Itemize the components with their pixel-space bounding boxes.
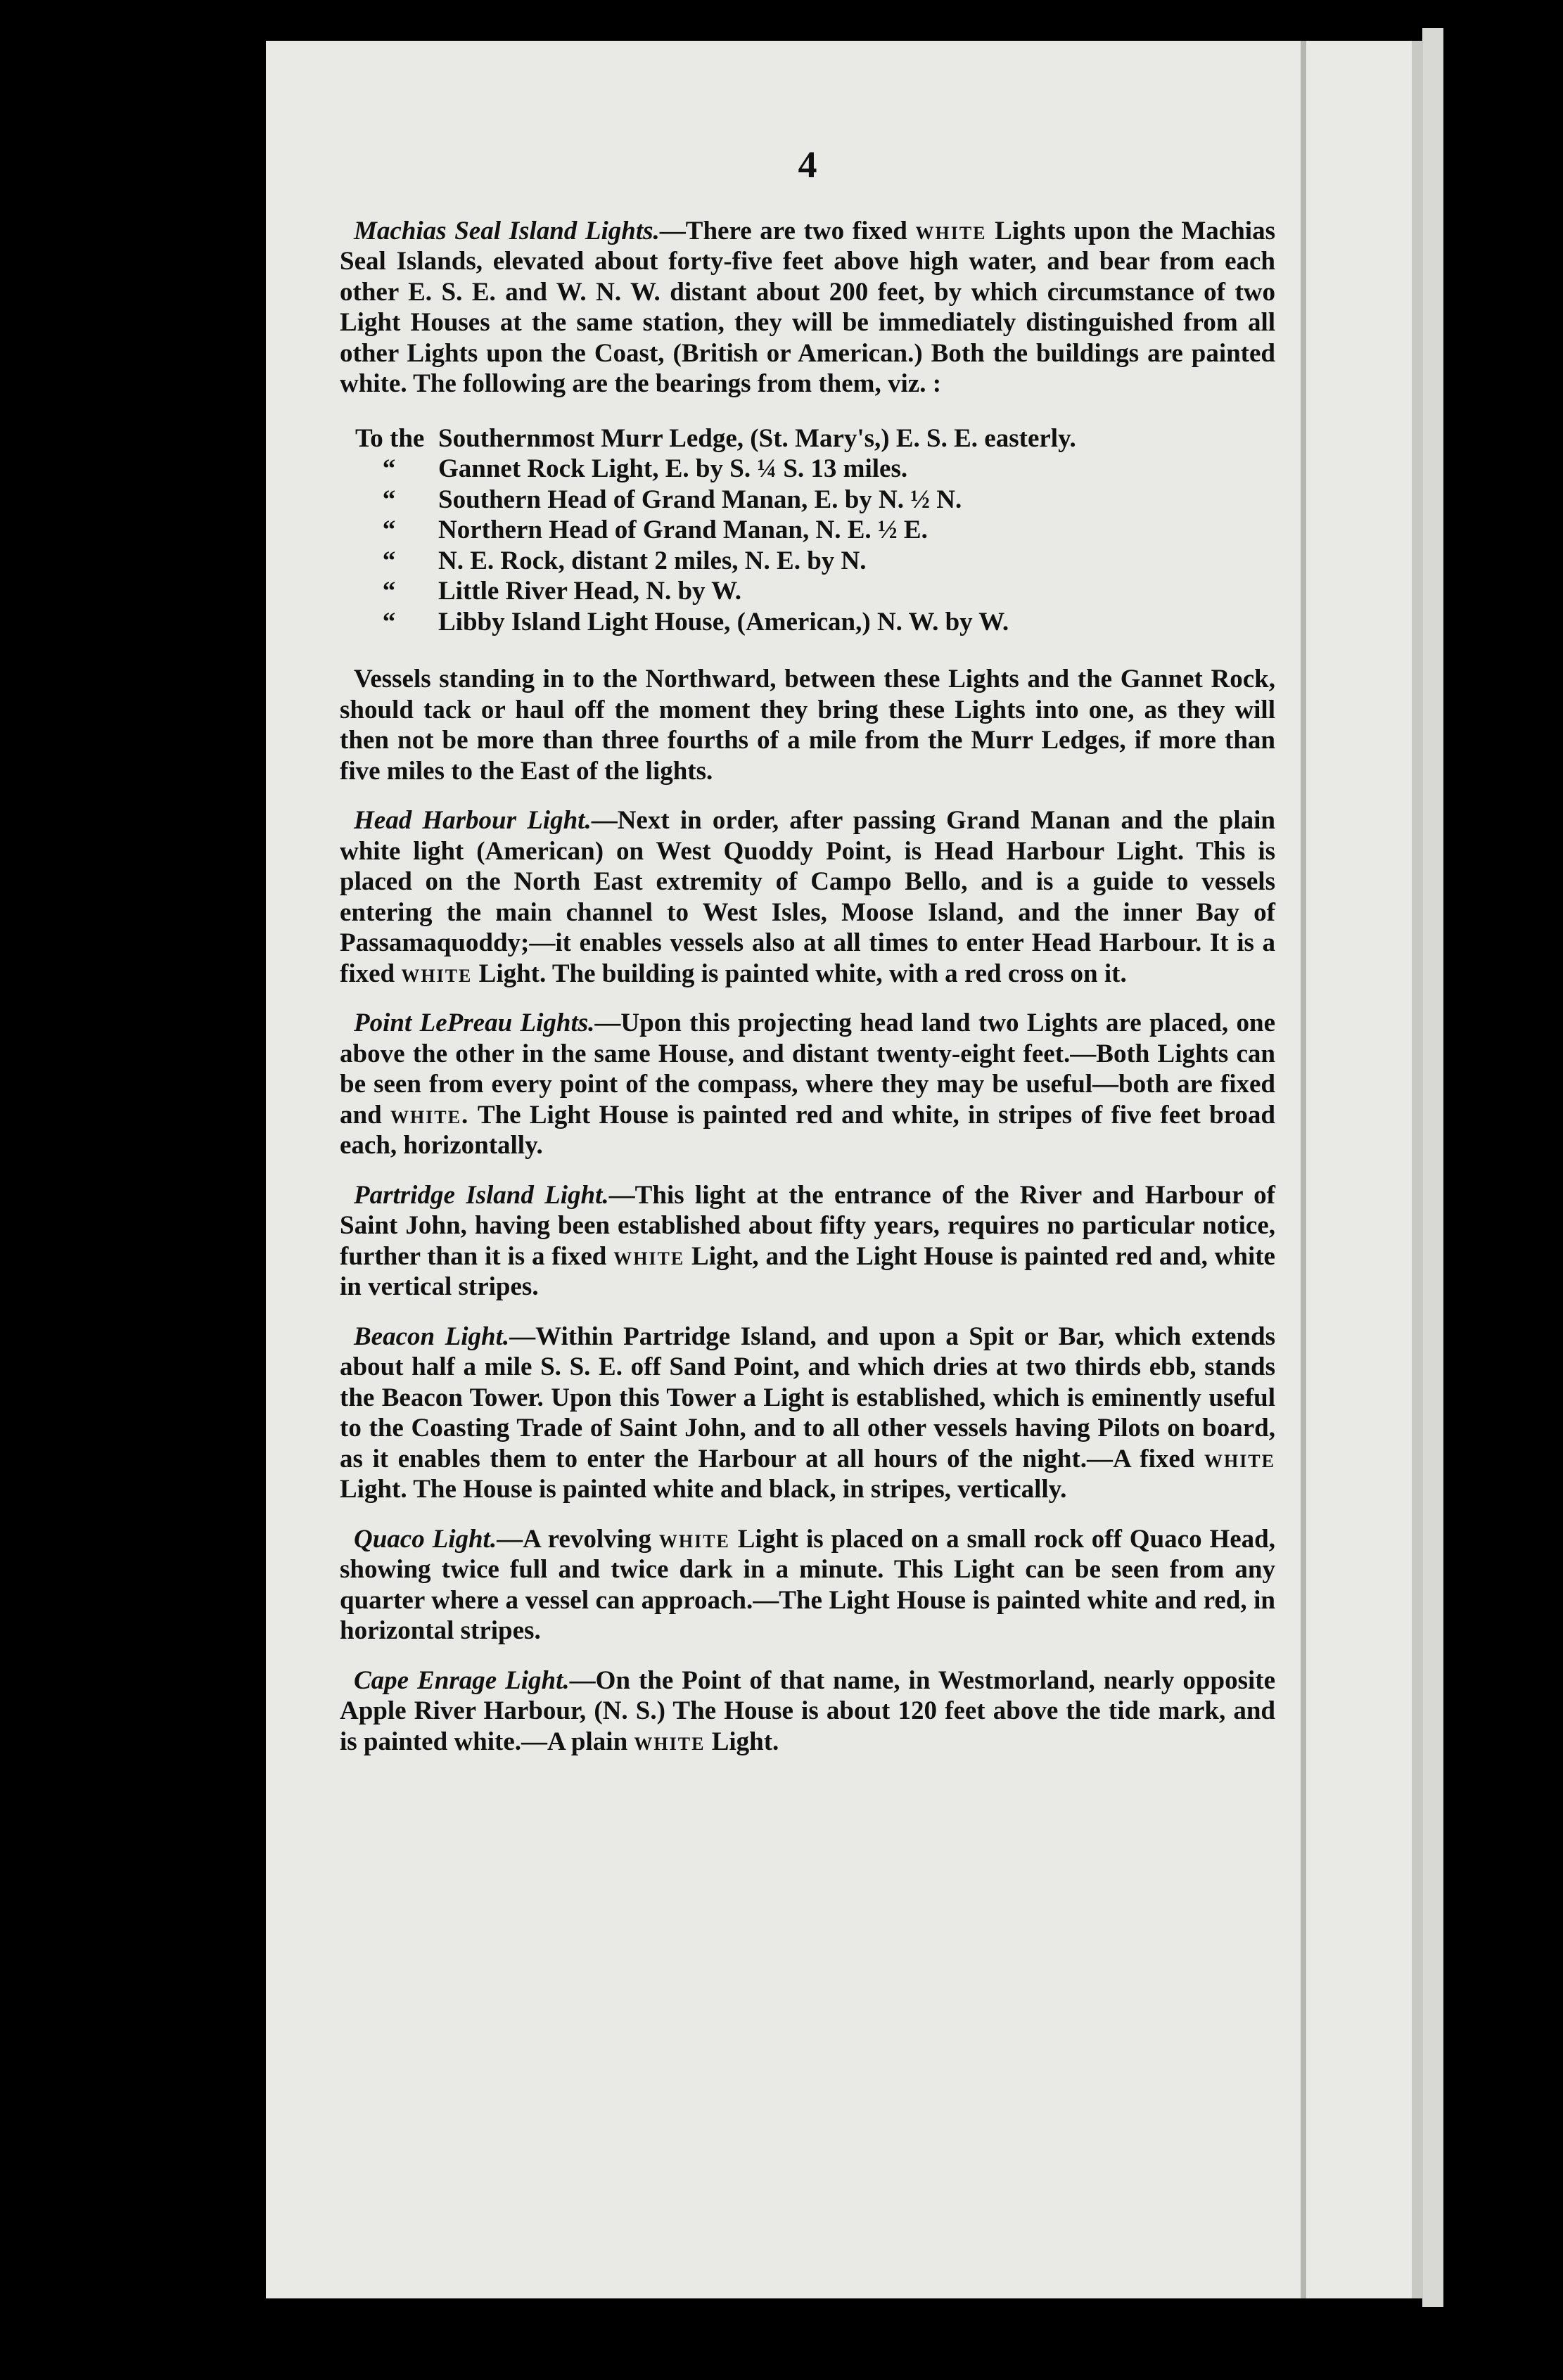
bearing-item bbox=[340, 515, 1275, 546]
text: —A revolving bbox=[497, 1524, 659, 1554]
page-fold bbox=[1301, 41, 1306, 2298]
text: Light is placed on a small rock off Quaco Head, showing twice full and twice dark in a minute. This Light can be seen from any quarter where a vessel can approach.—The Light House is painted white and red, in horizontal stripes. bbox=[340, 1524, 1275, 1645]
text: —This light at the entrance of the River and Harbour of Saint John, having been established about fifty years, requires no particular notice, further than it is a fixed bbox=[340, 1180, 1275, 1271]
paragraph-head-harbour bbox=[340, 805, 1275, 989]
heading-cape-enrage: Cape Enrage Light. bbox=[354, 1665, 570, 1695]
paragraph-vessels: Vessels standing in to the Northward, between these Lights and the Gannet Rock, should tack or haul off the moment they bring these Lights into one, as they will then not be more than three fourths of a mile from the Murr Ledges, if more than five miles to the East of the lights. bbox=[340, 665, 1275, 786]
ditto-mark: “ bbox=[382, 546, 396, 575]
heading-machias: Machias Seal Island Lights. bbox=[354, 216, 660, 245]
heading-point-lepreau: Point LePreau Lights. bbox=[354, 1009, 595, 1037]
emphasis-white: white bbox=[634, 1727, 706, 1756]
bearing-text: Gannet Rock Light, E. by S. ¼ S. 13 miles. bbox=[438, 454, 908, 483]
bearing-item bbox=[340, 485, 1275, 516]
emphasis-white: white bbox=[658, 1524, 730, 1554]
paragraph-quaco bbox=[340, 1524, 1275, 1646]
bearings-list bbox=[340, 423, 1275, 638]
emphasis-white: white bbox=[401, 959, 473, 988]
bearing-item bbox=[340, 576, 1275, 607]
emphasis-white: white bbox=[613, 1241, 685, 1271]
scanned-page bbox=[266, 41, 1423, 2298]
text: The Light House is painted red and white, in stripes of five feet broad each, horizontally. bbox=[340, 1100, 1275, 1160]
paragraph-beacon bbox=[340, 1322, 1275, 1505]
text: Light. The House is painted white and black, in stripes, vertically. bbox=[340, 1475, 1067, 1504]
text: Light, and the Light House is painted red and, white in vertical stripes. bbox=[340, 1241, 1275, 1301]
bearing-item bbox=[340, 454, 1275, 485]
text: Light. The building is painted white, with a red cross on it. bbox=[472, 959, 1127, 988]
text: —Within Partridge Island, and upon a Spit or Bar, which extends about half a mile S. S. E. off Sand Point, and which dries at two thirds ebb, stands the Beacon Tower. Upon this Tower a Light is established, which is eminently useful to the Coasting Trade of Saint John, and to all other vessels having Pilots on board, as it enables them to enter the Harbour at all hours of the night.—A fixed bbox=[340, 1322, 1275, 1473]
bearing-text: N. E. Rock, distant 2 miles, N. E. by N. bbox=[438, 546, 867, 575]
heading-quaco: Quaco Light. bbox=[354, 1524, 497, 1554]
text: —There are two fixed bbox=[659, 216, 916, 245]
emphasis-white: white. bbox=[390, 1100, 470, 1130]
ditto-mark: To the bbox=[355, 423, 425, 453]
bearing-text: Southern Head of Grand Manan, E. by N. ½ N. bbox=[438, 485, 962, 514]
ditto-mark: “ bbox=[382, 485, 396, 514]
heading-beacon: Beacon Light. bbox=[354, 1322, 510, 1351]
bearing-item bbox=[340, 546, 1275, 577]
ditto-mark: “ bbox=[382, 454, 396, 483]
ditto-mark: “ bbox=[382, 607, 396, 636]
heading-partridge: Partridge Island Light. bbox=[354, 1180, 609, 1210]
paragraph-partridge bbox=[340, 1180, 1275, 1303]
bearing-text: Northern Head of Grand Manan, N. E. ½ E. bbox=[438, 516, 928, 544]
text: Light. bbox=[705, 1727, 779, 1756]
text: Lights upon the Machias Seal Islands, elevated about forty-five feet above high water, and bear from each other E. S. E. and W. N. W. distant about 200 feet, by which circumstance of two Light Houses at the same station, they will be immediately distinguished from all other Lights upon the Coast, (British or American.) Both the buildings are painted white. The following are the bearings from them, viz. : bbox=[340, 216, 1275, 398]
emphasis-white: white bbox=[1204, 1444, 1275, 1473]
page-content bbox=[340, 143, 1275, 1776]
paragraph-machias bbox=[340, 216, 1275, 399]
heading-head-harbour: Head Harbour Light. bbox=[354, 806, 592, 835]
paragraph-point-lepreau bbox=[340, 1008, 1275, 1161]
ditto-mark: “ bbox=[382, 577, 396, 606]
text: —Next in order, after passing Grand Manan and the plain white light (American) on West Quoddy Point, is Head Harbour Light. This is placed on the North East extremity of Campo Bello, and is a guide to vessels entering the main channel to West Isles, Moose Island, and the inner Bay of Passamaquoddy;—it enables vessels also at all times to enter Head Harbour. It is a fixed bbox=[340, 806, 1275, 988]
bearing-text: Southernmost Murr Ledge, (St. Mary's,) E. S. E. easterly. bbox=[438, 423, 1076, 453]
text: —Upon this projecting head land two Lights are placed, one above the other in the same House, and distant twenty-eight feet.—Both Lights can be seen from every point of the compass, where they may be useful—both are fixed and bbox=[340, 1009, 1275, 1130]
ditto-mark: “ bbox=[382, 516, 396, 544]
bearing-text: Libby Island Light House, (American,) N. W. by W. bbox=[438, 607, 1009, 636]
page-number: 4 bbox=[798, 143, 817, 186]
emphasis-white: white bbox=[915, 216, 987, 245]
book-spine bbox=[1422, 28, 1443, 2307]
text: —On the Point of that name, in Westmorland, nearly opposite Apple River Harbour, (N. S.) The House is about 120 feet above the tide mark, and is painted white.—A plain bbox=[340, 1665, 1275, 1756]
paragraph-cape-enrage bbox=[340, 1665, 1275, 1758]
bearing-item bbox=[340, 423, 1275, 454]
bearing-text: Little River Head, N. by W. bbox=[438, 577, 741, 606]
bearing-item bbox=[340, 607, 1275, 638]
